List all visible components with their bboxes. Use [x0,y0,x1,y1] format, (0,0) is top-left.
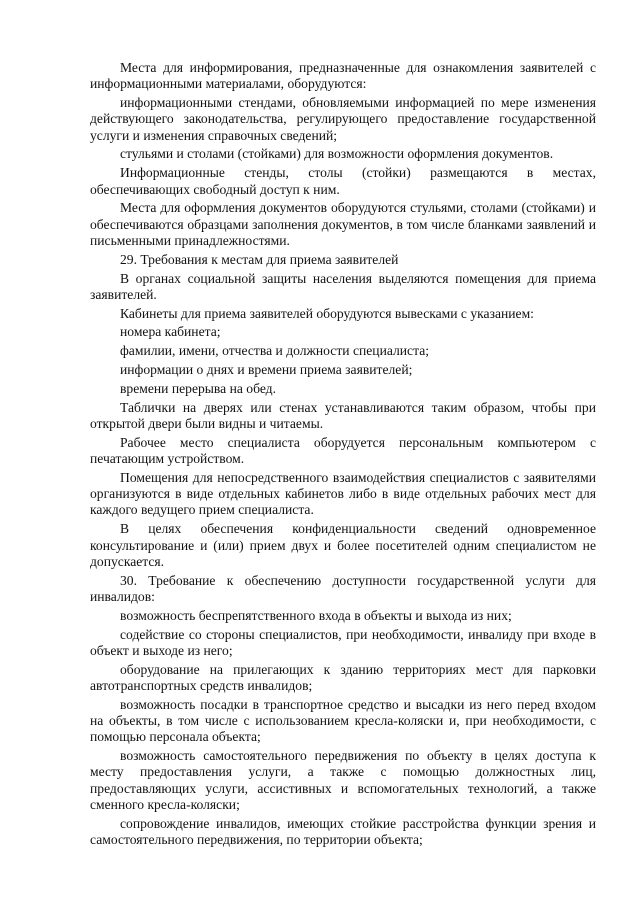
list-item: содействие со стороны специалистов, при необходимости, инвалиду при входе в объект и выходе из него; [90,626,596,658]
document-body [90,60,596,848]
list-item: возможность беспрепятственного входа в объекты и выхода из них; [120,607,512,623]
paragraph: В органах социальной защиты населения выделяются помещения для приема заявителей. [90,270,596,302]
list-item: возможность посадки в транспортное средство и высадки из него перед входом на объекты, в том числе с использованием кресла-коляски и, при необходимости, с помощью персонала объекта; [90,696,596,745]
list-item: фамилии, имени, отчества и должности специалиста; [120,343,430,359]
list-item: информации о днях и времени приема заявителей; [120,362,413,378]
paragraph: Рабочее место специалиста оборудуется персональным компьютером с печатающим устройством. [90,434,596,467]
list-item: возможность самостоятельного передвижения по объекту в целях доступа к месту предоставления услуги, а также с помощью должностных лиц, предоставляющих услуги, ассистивных и вспомогательных технологий, а также сменного кресла-коляски; [90,748,596,812]
paragraph: В целях обеспечения конфиденциальности сведений одновременное консультирование и (или) прием двух и более посетителей одним специалистом не допускается. [90,521,596,569]
paragraph: Информационные стенды, столы (стойки) размещаются в местах, обеспечивающих свободный доступ к ним. [90,165,596,197]
paragraph: информационными стендами, обновляемыми информацией по мере изменения действующего законодательства, регулирующего предоставление государственной услуги и изменения справочных сведений; [90,95,596,143]
list-item: сопровождение инвалидов, имеющих стойкие расстройства функции зрения и самостоятельного передвижения, по территории объекта; [90,815,596,848]
section-heading: 29. Требования к местам для приема заявителей [120,251,399,267]
list-item: оборудование на прилегающих к зданию территориях мест для парковки автотранспортных средств инвалидов; [90,661,596,693]
paragraph: Места для информирования, предназначенные для ознакомления заявителей с информационными материалами, оборудуются: [90,60,596,92]
list-item: номера кабинета; [120,324,221,340]
paragraph: Кабинеты для приема заявителей оборудуются вывесками с указанием: [120,305,534,321]
list-item: времени перерыва на обед. [120,380,276,396]
paragraph: Места для оформления документов оборудуются стульями, столами (стойками) и обеспечиваются образцами заполнения документов, в том числе бланками заявлений и письменными принадлежностями. [90,200,596,248]
paragraph: стульями и столами (стойками) для возможности оформления документов. [120,146,554,162]
paragraph: Таблички на дверях или стенах устанавливаются таким образом, чтобы при открытой двери были видны и читаемы. [90,399,596,431]
paragraph: Помещения для непосредственного взаимодействия специалистов с заявителями организуются в виде отдельных кабинетов либо в виде отдельных рабочих мест для каждого ведущего прием специалиста. [90,469,596,518]
section-heading: 30. Требование к обеспечению доступности государственной услуги для инвалидов: [90,572,596,604]
